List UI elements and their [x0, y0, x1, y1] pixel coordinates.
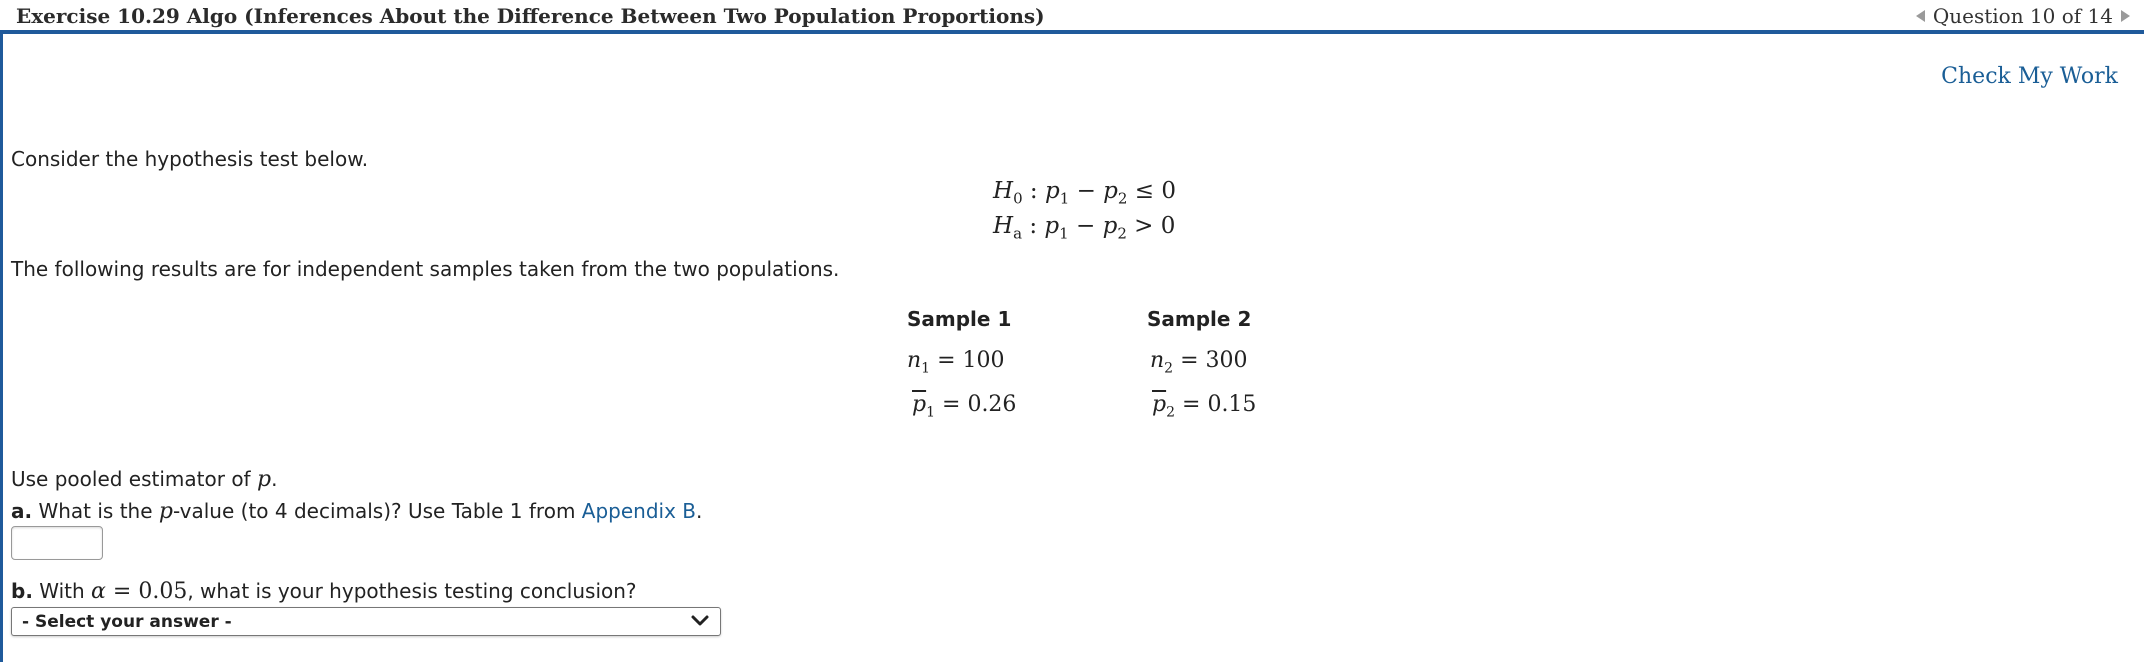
sample-1-n: $n_1 = 100$ — [907, 348, 1005, 377]
top-bar — [0, 0, 2144, 34]
chevron-down-icon — [690, 611, 710, 631]
question-navigation — [1916, 4, 2130, 28]
ha-subscript: a — [1013, 224, 1023, 243]
sample-2-proportion: $\overline{p}_2 = 0.15$ — [1152, 392, 1257, 421]
conclusion-select[interactable] — [11, 607, 721, 636]
p-value-input[interactable] — [11, 526, 103, 560]
triangle-left-icon[interactable] — [1916, 10, 1925, 22]
results-text: The following results are for independent samples taken from the two populations. — [11, 257, 840, 281]
part-b-question: b. With α = 0.05, what is your hypothesis testing conclusion? — [11, 579, 637, 604]
sample-2-n: $n_2 = 300$ — [1150, 348, 1248, 377]
exercise-title: Exercise 10.29 Algo (Inferences About the Difference Between Two Population Proportions) — [16, 4, 1045, 28]
part-a-question: a. What is the p-value (to 4 decimals)? Use Table 1 from Appendix B. — [11, 499, 703, 524]
question-frame — [0, 34, 2144, 662]
sample-1-proportion: $\overline{p}_1 = 0.26$ — [912, 392, 1017, 421]
select-value: - Select your answer - — [22, 611, 232, 632]
null-hypothesis: $H_0$ : $p_1 - p_2 \le 0$ — [993, 178, 1176, 208]
check-my-work-link[interactable]: Check My Work — [1941, 64, 2118, 89]
h0-subscript: 0 — [1013, 189, 1023, 208]
ha-relation: > 0 — [1134, 213, 1176, 239]
appendix-b-link[interactable]: Appendix B — [581, 499, 696, 523]
sample-1-heading: Sample 1 — [907, 307, 1012, 331]
question-counter: Question 10 of 14 — [1932, 4, 2113, 28]
alternative-hypothesis: $H_a$ : $p_1 - p_2 > 0$ — [993, 213, 1176, 243]
triangle-right-icon[interactable] — [2121, 10, 2130, 22]
pooled-estimator-text: Use pooled estimator of p. — [11, 467, 278, 492]
h0-relation: ≤ 0 — [1134, 178, 1176, 204]
sample-2-heading: Sample 2 — [1147, 307, 1252, 331]
intro-text: Consider the hypothesis test below. — [11, 147, 369, 171]
